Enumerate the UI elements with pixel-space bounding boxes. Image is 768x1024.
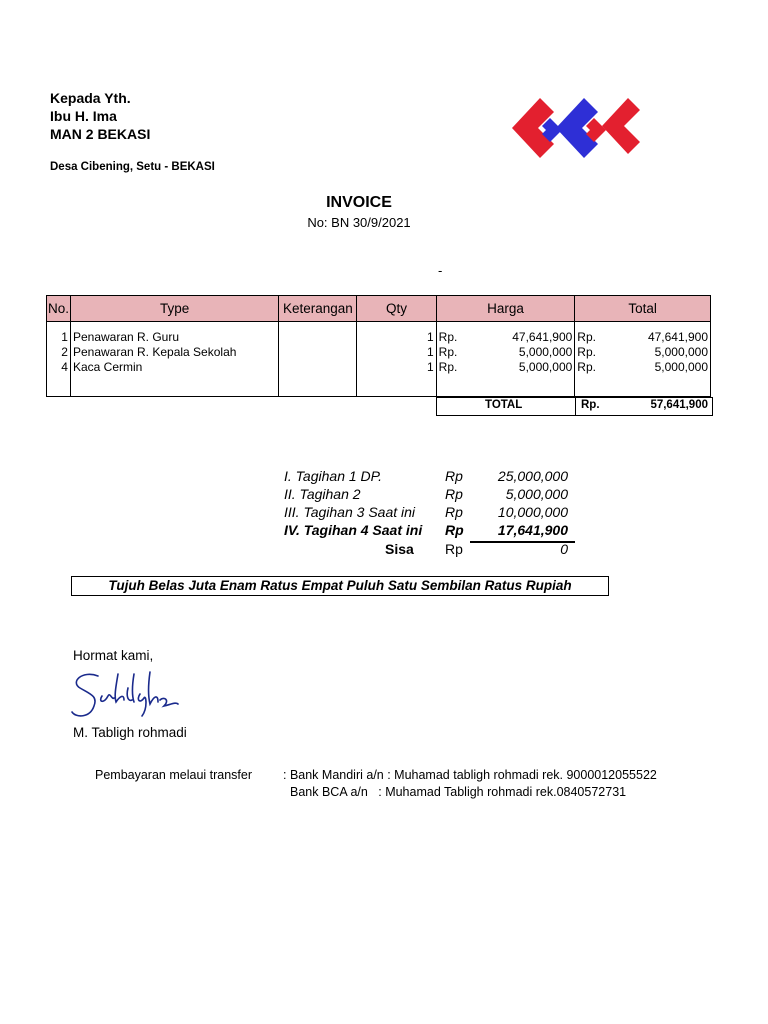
row-total: 5,000,000 <box>598 360 711 375</box>
installment-amount: 10,000,000 <box>497 504 568 520</box>
installment-currency: Rp <box>445 468 463 484</box>
row-keterangan <box>279 360 357 375</box>
row-qty: 1 <box>357 345 436 360</box>
invoice-title: INVOICE <box>326 194 392 211</box>
col-header-keterangan: Keterangan <box>279 296 357 322</box>
row-total-currency: Rp. <box>575 345 598 360</box>
sisa-amount: 0 <box>560 541 568 557</box>
row-keterangan <box>279 330 357 345</box>
payment-label: Pembayaran melaui transfer <box>95 768 253 782</box>
row-total: 5,000,000 <box>598 345 711 360</box>
row-harga: 5,000,000 <box>459 345 574 360</box>
dash-mark: - <box>438 263 443 278</box>
total-value: 57,641,900 <box>650 399 708 411</box>
total-label: TOTAL <box>485 399 523 411</box>
row-total: 47,641,900 <box>598 330 711 345</box>
invoice-number: No: BN 30/9/2021 <box>307 215 411 230</box>
installment-amount: 17,641,900 <box>497 522 568 538</box>
installment-label: I. Tagihan 1 DP. <box>284 468 383 484</box>
sisa-label: Sisa <box>385 541 414 557</box>
installment-currency: Rp <box>445 522 464 538</box>
row-no: 2 <box>47 345 71 360</box>
payment-bank-mandiri: : Bank Mandiri a/n : Muhamad tabligh rohmadi rek. 9000012055522 <box>283 768 657 782</box>
col-header-type: Type <box>70 296 278 322</box>
amount-in-words: Tujuh Belas Juta Enam Ratus Empat Puluh Satu Sembilan Ratus Rupiah <box>71 576 609 596</box>
items-table <box>46 295 711 397</box>
row-harga-currency: Rp. <box>436 330 459 345</box>
row-qty: 1 <box>357 360 436 375</box>
installment-currency: Rp <box>445 504 463 520</box>
installment-label: II. Tagihan 2 <box>284 486 361 502</box>
row-no: 1 <box>47 330 71 345</box>
row-no: 4 <box>47 360 71 375</box>
installment-amount: 25,000,000 <box>497 468 568 484</box>
row-type: Penawaran R. Kepala Sekolah <box>70 345 278 360</box>
row-harga-currency: Rp. <box>436 345 459 360</box>
signature-icon <box>68 666 180 724</box>
installment-amount: 5,000,000 <box>505 486 568 502</box>
company-logo-icon <box>510 96 642 164</box>
recipient-name: Ibu H. Ima <box>50 108 117 124</box>
installment-label: III. Tagihan 3 Saat ini <box>284 504 416 520</box>
row-harga-currency: Rp. <box>436 360 459 375</box>
sisa-currency: Rp <box>445 541 463 557</box>
row-harga: 47,641,900 <box>459 330 574 345</box>
table-row <box>47 360 711 375</box>
recipient-line-1: Kepada Yth. <box>50 90 131 106</box>
row-type: Kaca Cermin <box>70 360 278 375</box>
total-currency: Rp. <box>581 399 600 411</box>
payment-bank-bca: Bank BCA a/n : Muhamad Tabligh rohmadi rek.0840572731 <box>290 785 627 799</box>
closing-greeting: Hormat kami, <box>73 648 154 663</box>
col-header-qty: Qty <box>357 296 436 322</box>
total-box <box>436 397 713 416</box>
recipient-address: Desa Cibening, Setu - BEKASI <box>50 161 215 173</box>
installment-currency: Rp <box>445 486 463 502</box>
col-header-no: No. <box>47 296 71 322</box>
table-header-row <box>47 296 711 322</box>
row-keterangan <box>279 345 357 360</box>
row-qty: 1 <box>357 330 436 345</box>
row-harga: 5,000,000 <box>459 360 574 375</box>
table-row <box>47 330 711 345</box>
col-header-harga: Harga <box>436 296 575 322</box>
signer-name: M. Tabligh rohmadi <box>73 725 187 740</box>
row-total-currency: Rp. <box>575 330 598 345</box>
col-header-total: Total <box>575 296 711 322</box>
table-row <box>47 345 711 360</box>
row-total-currency: Rp. <box>575 360 598 375</box>
row-type: Penawaran R. Guru <box>70 330 278 345</box>
recipient-institution: MAN 2 BEKASI <box>50 126 151 142</box>
installment-label: IV. Tagihan 4 Saat ini <box>284 522 423 538</box>
